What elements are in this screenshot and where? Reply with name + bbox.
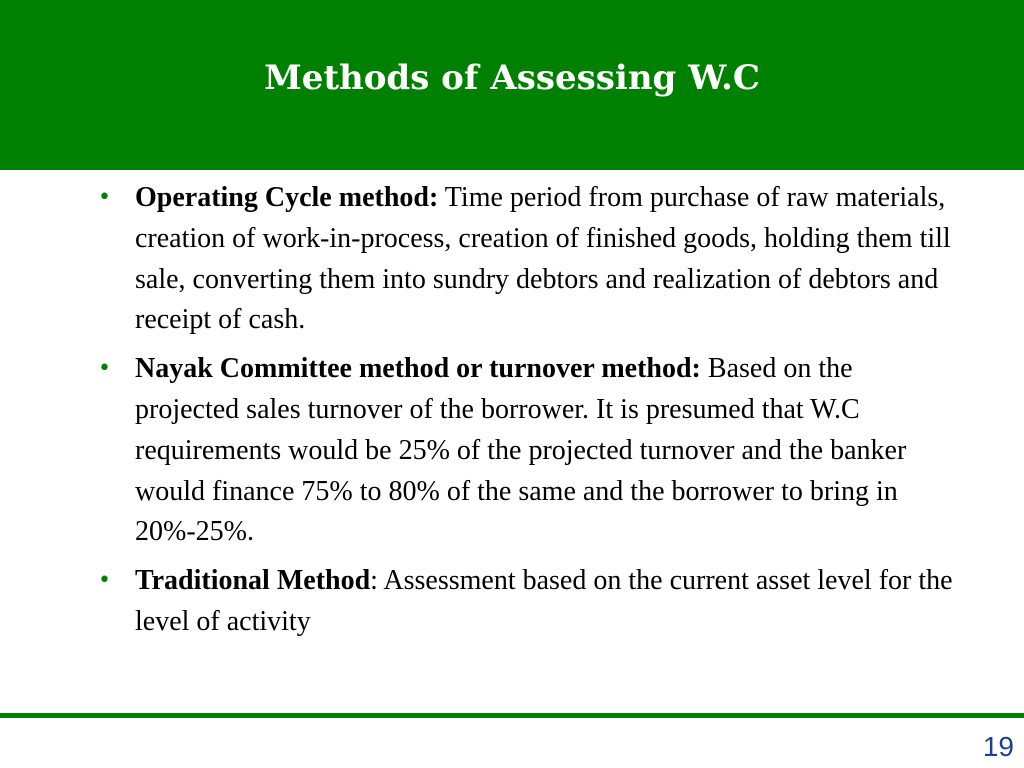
page-number: 19 (982, 731, 1014, 762)
footer (0, 718, 1024, 768)
bullet-item-traditional-method (98, 561, 956, 643)
bullet-item-nayak-committee (98, 349, 956, 553)
bullet-dot-icon: • (98, 356, 111, 382)
slide-title: Methods of Assessing W.C (264, 58, 760, 98)
bullet-text: : Assessment based on the current asset level for the level of activity (135, 565, 953, 637)
bullet-dot-icon: • (98, 185, 111, 210)
bullet-term: Traditional Method (135, 565, 371, 597)
bullet-term: Operating Cycle method: (135, 182, 439, 213)
bullet-item-operating-cycle (98, 178, 956, 341)
bullet-term: Nayak Committee method or turnover method: (135, 353, 701, 385)
bullet-text: Based on the projected sales turnover of the borrower. It is presumed that W.C requirements would be 25% of the projected turnover and the banker would finance 75% to 80% of the same and the borrower to bring in 20%-25%. (135, 353, 907, 548)
title-bar (0, 0, 1024, 170)
bullet-text: Time period from purchase of raw materials, creation of work-in-process, creation of finished goods, holding them till sale, converting them into sundry debtors and realization of debtors and receipt of cash. (135, 182, 951, 336)
bullet-dot-icon: • (98, 568, 111, 594)
bullet-list (98, 178, 956, 651)
